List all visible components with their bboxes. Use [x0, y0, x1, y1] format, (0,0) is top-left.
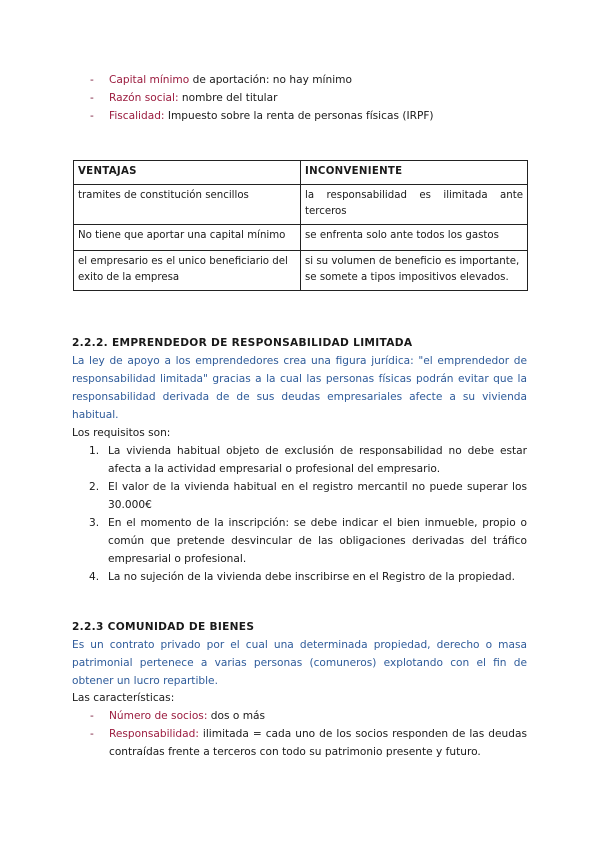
bullet-label: Capital mínimo: [109, 74, 190, 86]
list-item: [72, 568, 527, 586]
list-text: La vivienda habitual objeto de exclusión de responsabilidad no debe estar afecta a la actividad empresarial o profesional del empresario.: [108, 445, 527, 475]
table-cell: el empresario es el unico beneficiario del exito de la empresa: [74, 251, 301, 291]
table-row: [74, 225, 528, 251]
requirements-list: [72, 442, 527, 586]
list-item: [72, 514, 527, 568]
bullet-dash: -: [90, 710, 94, 722]
bullet-label: Responsabilidad:: [109, 728, 199, 740]
bullet-label: Número de socios:: [109, 710, 208, 722]
bullet-dash: -: [90, 728, 94, 740]
list-text: El valor de la vivienda habitual en el registro mercantil no puede superar los 30.000€: [108, 481, 527, 511]
table-header-cell: INCONVENIENTE: [301, 161, 528, 185]
bullet-dash: -: [90, 74, 94, 86]
bullet-label: Razón social:: [109, 92, 179, 104]
bullet-text: de aportación: no hay mínimo: [189, 74, 352, 86]
section-heading-222: 2.2.2. EMPRENDEDOR DE RESPONSABILIDAD LIMITADA: [72, 337, 413, 349]
list-text: En el momento de la inscripción: se debe indicar el bien inmueble, propio o común que pretende desvincular de las obligaciones derivadas del tráfico empresarial o profesional.: [108, 517, 527, 565]
list-text: La no sujeción de la vivienda debe inscribirse en el Registro de la propiedad.: [108, 571, 515, 583]
bullet-text: nombre del titular: [178, 92, 278, 104]
section-heading-223: 2.2.3 COMUNIDAD DE BIENES: [72, 621, 255, 633]
table-cell: si su volumen de beneficio es importante, se somete a tipos impositivos elevados.: [301, 251, 528, 291]
section-223-intro: Es un contrato privado por el cual una determinada propiedad, derecho o masa patrimonial pertenece a varias personas (comuneros) explotando con el fin de obtener un lucro repartible.: [72, 639, 527, 687]
bullet-text: dos o más: [207, 710, 266, 722]
list-number: 3.: [89, 517, 100, 529]
list-number: 1.: [89, 445, 100, 457]
bullet-text: Impuesto sobre la renta de personas físicas (IRPF): [164, 110, 434, 122]
table-cell: se enfrenta solo ante todos los gastos: [301, 225, 528, 251]
table-cell: tramites de constitución sencillos: [74, 185, 301, 225]
list-number: 2.: [89, 481, 100, 493]
table-header-cell: VENTAJAS: [74, 161, 301, 185]
requirements-title: Los requisitos son:: [72, 427, 171, 439]
table-header-row: [74, 161, 528, 185]
section-222-intro: La ley de apoyo a los emprendedores crea una figura jurídica: "el emprendedor de responsabilidad limitada" gracias a la cual las personas físicas podrán evitar que la responsabilidad derivada de de sus deudas empresariales afecte a su vivienda habitual.: [72, 355, 527, 421]
table-row: [74, 251, 528, 291]
table-row: [74, 185, 528, 225]
bullet-text: ilimitada = cada uno de los socios responden de las deudas contraídas frente a terceros con todo su patrimonio presente y futuro.: [109, 728, 527, 758]
bullet-label: Fiscalidad:: [109, 110, 165, 122]
list-number: 4.: [89, 571, 100, 583]
table-cell: No tiene que aportar una capital mínimo: [74, 225, 301, 251]
ventajas-inconvenientes-table: [73, 160, 528, 291]
table-cell: la responsabilidad es ilimitada ante terceros: [301, 185, 528, 225]
bullet-dash: -: [90, 110, 94, 122]
list-item: [72, 478, 527, 514]
list-item: [72, 442, 527, 478]
bullet-dash: -: [90, 92, 94, 104]
characteristics-title: Las características:: [72, 692, 175, 704]
